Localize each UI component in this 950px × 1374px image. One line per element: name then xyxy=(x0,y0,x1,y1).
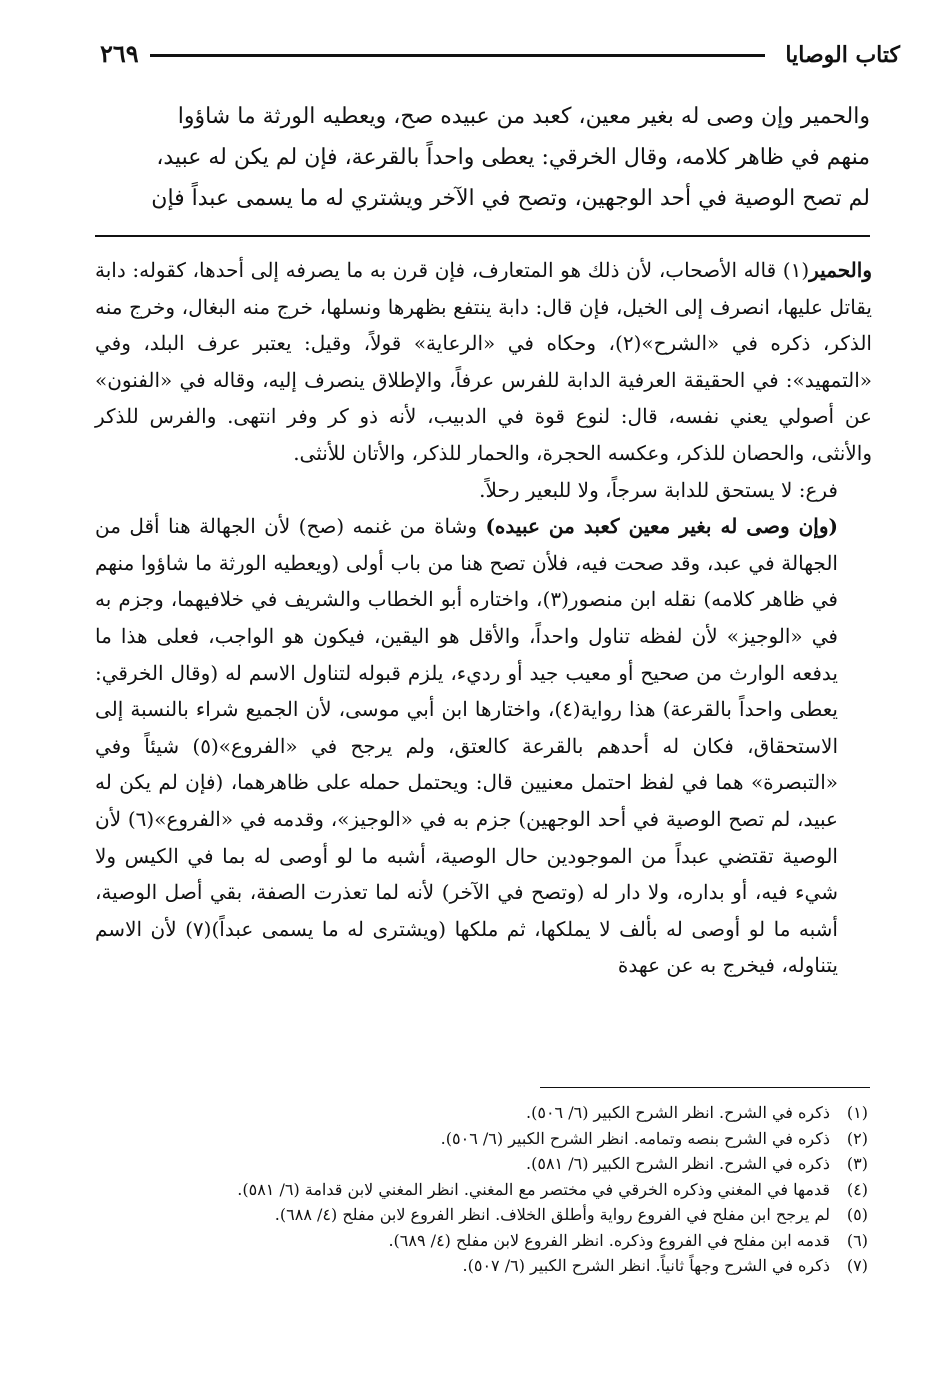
footnote-text: لم يرجح ابن مفلح في الفروع رواية وأطلق الخلاف. انظر الفروع لابن مفلح (٤/ ٦٨٨). xyxy=(274,1205,830,1224)
footnote-number: (٧) xyxy=(846,1256,868,1275)
main-text-line: منهم في ظاهر كلامه، وقال الخرقي: يعطى واحداً بالقرعة، فإن لم يكن له عبيد، xyxy=(156,145,870,170)
footnote xyxy=(120,1228,868,1254)
footnote-number: (٥) xyxy=(846,1205,868,1224)
footnote-number: (٦) xyxy=(846,1230,868,1250)
footnote-separator xyxy=(540,1087,870,1088)
main-text xyxy=(95,96,870,219)
main-text-line: لم تصح الوصية في أحد الوجهين، وتصح في الآخر ويشتري له ما يسمى عبداً فإن xyxy=(151,186,870,211)
footnote-text: قدمه ابن مفلح في الفروع وذكره. انظر الفروع لابن مفلح (٤/ ٦٨٩). xyxy=(388,1230,830,1250)
footnote-number: (٢) xyxy=(846,1128,868,1148)
footnote-text: ذكره في الشرح بنصه وتمامه. انظر الشرح الكبير (٦/ ٥٠٦). xyxy=(440,1128,830,1148)
footnote-number: (١) xyxy=(846,1103,868,1122)
footnote xyxy=(120,1100,868,1126)
main-text-line: والحمير وإن وصى له بغير معين، كعبد من عبيده صح، ويعطيه الورثة ما شاؤوا xyxy=(177,104,870,129)
commentary-bold: (وإن وصى له بغير معين كعبد من عبيده) xyxy=(485,514,838,539)
footnote-number: (٣) xyxy=(846,1154,868,1173)
page-number: ٢٦٩ xyxy=(100,39,139,68)
commentary-paragraph xyxy=(95,472,872,509)
commentary-paragraph xyxy=(95,508,872,984)
footnote xyxy=(120,1202,868,1228)
commentary-text: (١) قاله الأصحاب، لأن ذلك هو المتعارف، فإن قرن به ما يصرفه إلى أحدها، كقوله: دابة يقاتل عليها، انصرف إلى الخيل، فإن قال: دابة ينتفع بظهرها ونسلها، خرج منه البغال، وخرج منه الذكر، ذكره في «الشرح»(٢)، وحكاه في «الرعاية» قولاً، وقيل: يعتبر عرف البلد، وفي «التمهيد»: في الحقيقة العرفية الدابة للفرس عرفاً، والإطلاق ينصرف إليه، وقاله في «الفنون» عن أصولي يعني نفسه، قال: لنوع قوة في الدبيب، لأنه ذو كر وفر انتهى. والفرس للذكر والأنثى، والحصان للذكر، وعكسه الحجرة، والحمار للذكر، والأتان للأنثى. xyxy=(95,258,872,465)
footnote-text: ذكره في الشرح. انظر الشرح الكبير (٦/ ٥٨١). xyxy=(526,1154,830,1173)
running-header xyxy=(100,28,900,68)
commentary-text: فرع: لا يستحق للدابة سرجاً، ولا للبعير رحلاً. xyxy=(479,477,838,502)
footnote-text: ذكره في الشرح. انظر الشرح الكبير (٦/ ٥٠٦). xyxy=(526,1103,830,1122)
footnotes xyxy=(120,1100,868,1279)
commentary xyxy=(95,252,872,984)
footnote-text: قدمها في المغني وذكره الخرقي في مختصر مع المغني. انظر المغني لابن قدامة (٦/ ٥٨١). xyxy=(237,1179,830,1199)
footnote-text: ذكره في الشرح وجهاً ثانياً. انظر الشرح الكبير (٦/ ٥٠٧). xyxy=(462,1256,830,1275)
text-separator xyxy=(95,235,870,237)
book-title: كتاب الوصايا xyxy=(785,42,900,68)
commentary-paragraph xyxy=(95,252,872,472)
footnote xyxy=(120,1151,868,1177)
footnote xyxy=(120,1126,868,1152)
commentary-bold: والحمير xyxy=(809,258,872,282)
footnote-number: (٤) xyxy=(846,1179,868,1199)
commentary-text: وشاة من غنمه (صح) لأن الجهالة هنا أقل من الجهالة في عبد، وقد صحت فيه، فلأن تصح هنا من باب أولى (ويعطيه الورثة ما شاؤوا منهم في ظاهر كلامه) نقله ابن منصور(٣)، واختاره أبو الخطاب والشريف في خلافيهما، وجزم به في «الوجيز» لأن لفظه تناول واحداً، والأقل هو اليقين، فيكون هو الواجب، فعلى هذا ما يدفعه الوارث من صحيح أو معيب جيد أو رديء، يلزم قبوله لتناول الاسم له (وقال الخرقي: يعطى واحداً بالقرعة) هذا رواية(٤)، واختارها ابن أبي موسى، لأن الجميع شراء بالنسبة إلى الاستحقاق، فكان له أحدهم بالقرعة كالعتق، ولم يرجح في «الفروع»(٥) شيئاً وفي «التبصرة» هما في لفظ احتمل معنيين قال: ويحتمل حمله على ظاهرهما، (فإن لم يكن له عبيد، لم تصح الوصية في أحد الوجهين) جزم به في «الوجيز»، وقدمه في «الفروع»(٦) لأن الوصية تقتضي عبداً من الموجودين حال الوصية، أشبه ما لو أوصى له بما في الكيس ولا شيء فيه، أو بداره، ولا دار له (وتصح في الآخر) لأنه لما تعذرت الصفة، بقي أصل الوصية، أشبه ما لو أوصى له بألف لا يملكها، ثم ملكها (ويشترى له ما يسمى عبداً)(٧) لأن الاسم يتناوله، فيخرج به عن عهدة xyxy=(95,514,838,978)
footnote xyxy=(120,1177,868,1203)
header-rule xyxy=(150,54,765,57)
footnote xyxy=(120,1253,868,1279)
